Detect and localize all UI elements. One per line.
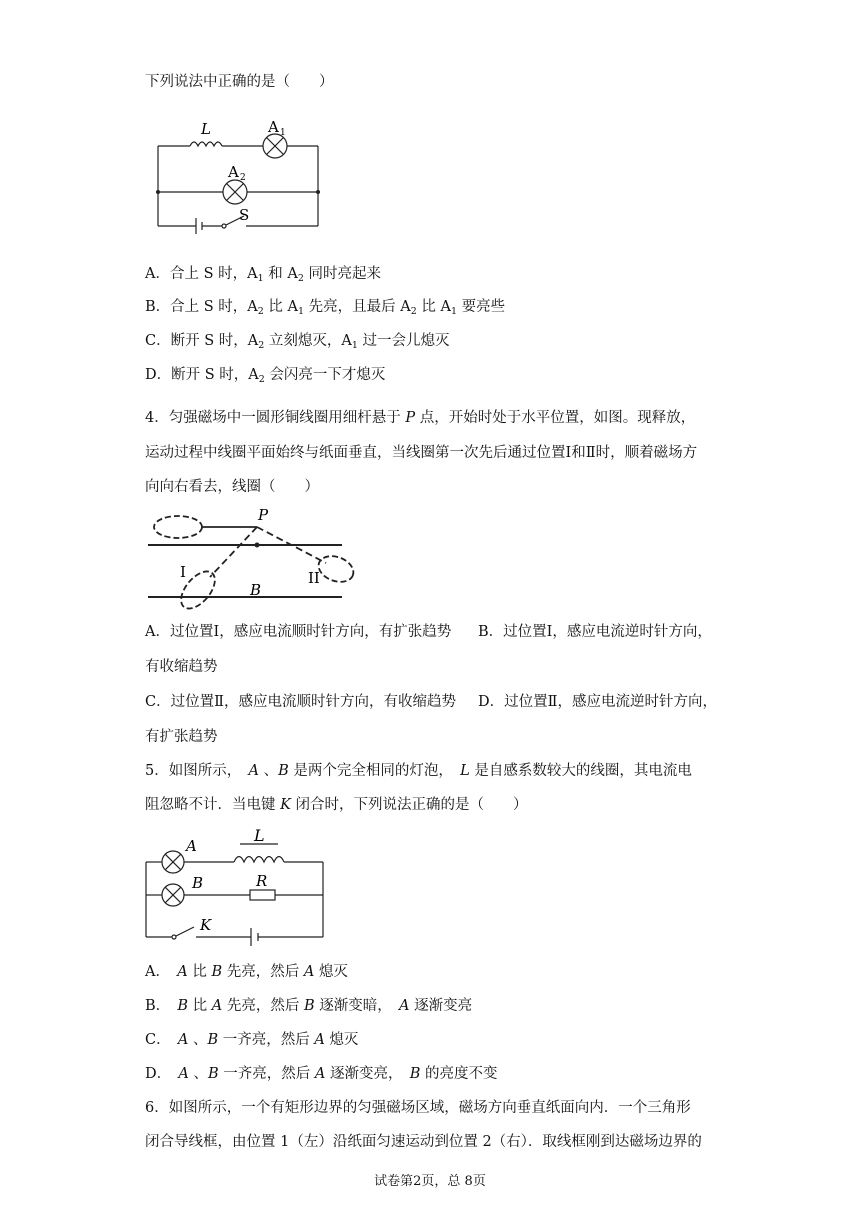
switch-k-label: K bbox=[200, 916, 212, 934]
lamp-a1-sub: 1 bbox=[280, 128, 286, 138]
q4-option-b[interactable]: B．过位置Ⅰ，感应电流逆时针方向， bbox=[478, 624, 712, 640]
q3-option-c[interactable]: C．断开 S 时，$A_2$ 立刻熄灭，$A_1$ 过一会儿熄灭 bbox=[145, 333, 450, 351]
question-4-line-2: 运动过程中线圈平面始终与纸面垂直，当线圈第一次先后通过位置Ⅰ和Ⅱ时，顺着磁场方 bbox=[145, 445, 698, 461]
q5-option-c[interactable]: C． A 、B 一齐亮，然后 A 熄灭 bbox=[145, 1032, 359, 1048]
position-i-label: I bbox=[180, 563, 186, 581]
q4-option-a[interactable]: A．过位置Ⅰ，感应电流顺时针方向，有扩张趋势 bbox=[145, 624, 452, 640]
lamp-b-label: B bbox=[192, 874, 204, 892]
circuit-diagram-q3 bbox=[150, 112, 335, 242]
question-5-line-2: 阻忽略不计．当电键 K 闭合时，下列说法正确的是（ ） bbox=[145, 797, 528, 813]
field-b-label: B bbox=[250, 581, 262, 599]
q5-option-b[interactable]: B． B 比 A 先亮，然后 B 逐渐变暗， A 逐渐变亮 bbox=[145, 998, 473, 1014]
question-4-line-3: 向向右看去，线圈（ ） bbox=[145, 479, 319, 495]
lamp-a2-label: A bbox=[228, 163, 239, 181]
q4-option-c[interactable]: C．过位置Ⅱ，感应电流顺时针方向，有收缩趋势 bbox=[145, 694, 456, 710]
q5-option-a[interactable]: A． A 比 B 先亮，然后 A 熄灭 bbox=[145, 964, 348, 980]
pendulum-coil-diagram-q4 bbox=[140, 505, 365, 613]
q4-option-d-cont: 有扩张趋势 bbox=[145, 729, 218, 745]
lamp-a2-sub: 2 bbox=[240, 173, 246, 183]
q5-option-d[interactable]: D． A 、B 一齐亮，然后 A 逐渐变亮， B 的亮度不变 bbox=[145, 1066, 498, 1082]
position-ii-label: II bbox=[308, 569, 320, 587]
question-6-line-1: 6．如图所示，一个有矩形边界的匀强磁场区域，磁场方向垂直纸面向内．一个三角形 bbox=[145, 1100, 691, 1116]
q4-option-b-cont: 有收缩趋势 bbox=[145, 659, 218, 675]
resistor-r-label: R bbox=[256, 872, 268, 890]
lamp-a-label: A bbox=[186, 837, 197, 855]
q3-option-a[interactable]: A．合上 S 时，$A_1$ 和 $A_2$ 同时亮起来 bbox=[145, 266, 382, 284]
question-4-line-1: 4．匀强磁场中一圆形铜线圈用细杆悬于 P 点，开始时处于水平位置，如图。现释放， bbox=[145, 410, 696, 426]
q3-option-b[interactable]: B．合上 S 时，$A_2$ 比 $A_1$ 先亮，且最后 $A_2$ 比 $A_1$ 要亮些 bbox=[145, 299, 506, 317]
inductor-label: L bbox=[201, 120, 211, 138]
circuit-diagram-q5 bbox=[140, 824, 335, 946]
question-5-line-1: 5．如图所示， A 、B 是两个完全相同的灯泡， L 是自感系数较大的线圈，其电流电 bbox=[145, 763, 692, 779]
lamp-a1-label: A bbox=[268, 118, 279, 136]
q4-option-d[interactable]: D．过位置Ⅱ，感应电流逆时针方向， bbox=[478, 694, 717, 710]
question-6-line-2: 闭合导线框，由位置 1（左）沿纸面匀速运动到位置 2（右）．取线框刚到达磁场边界的 bbox=[145, 1134, 702, 1150]
switch-label: S bbox=[239, 206, 250, 224]
pivot-p-label: P bbox=[258, 506, 269, 524]
question-3-stem: 下列说法中正确的是（ ） bbox=[145, 74, 334, 90]
page-footer: 试卷第2页，总 8页 bbox=[374, 1174, 486, 1189]
inductor-l-label: L bbox=[254, 826, 265, 845]
q3-option-d[interactable]: D．断开 S 时，$A_2$ 会闪亮一下才熄灭 bbox=[145, 367, 386, 385]
